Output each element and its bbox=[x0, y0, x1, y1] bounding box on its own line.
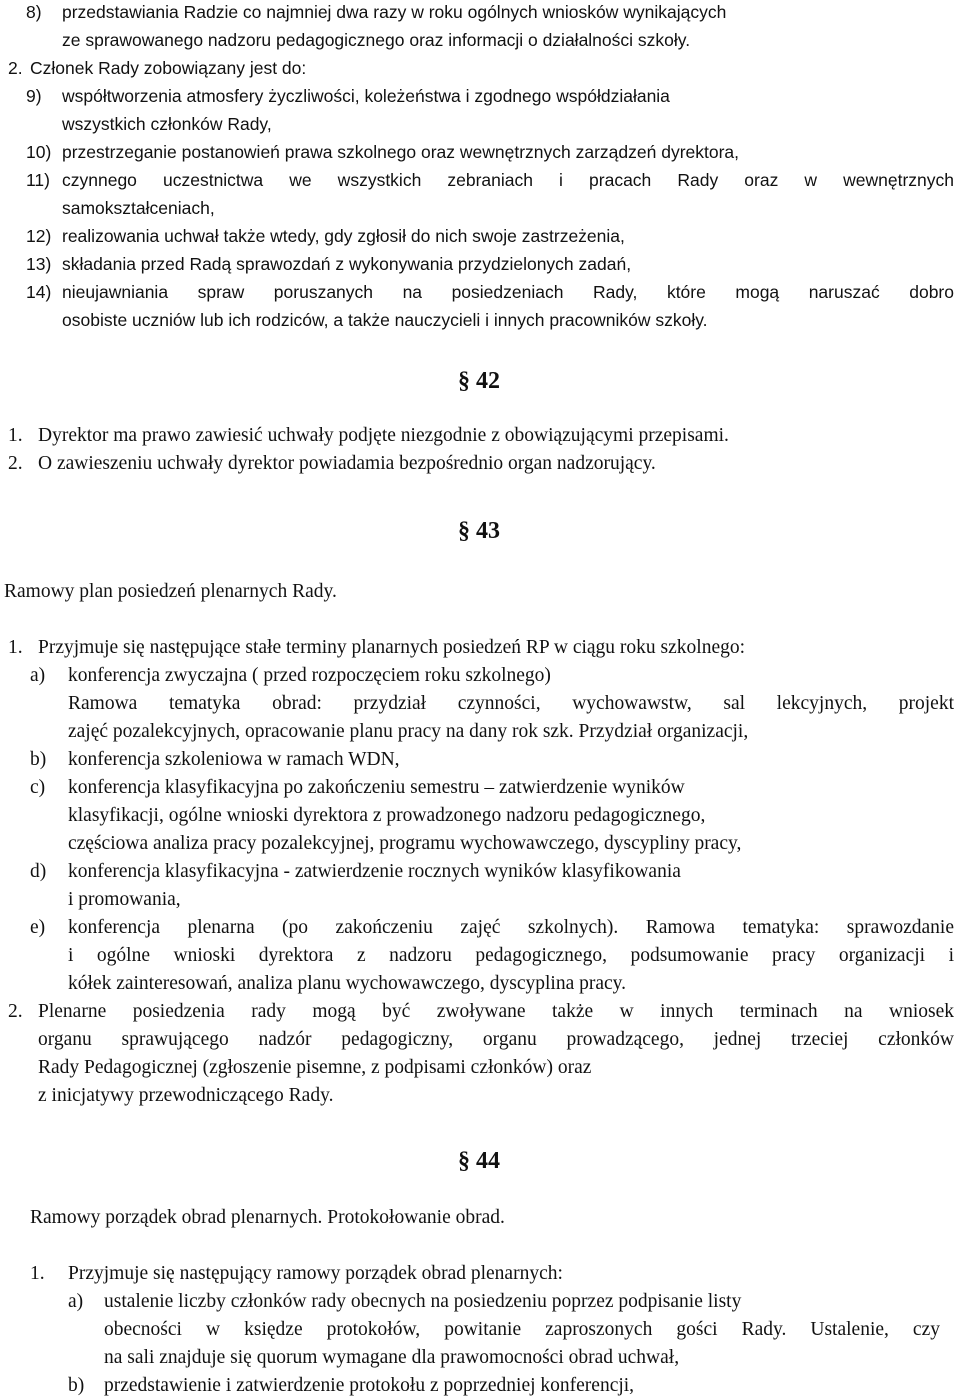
list-item-text: Ramowa tematyka obrad: przydział czynności, wychowawstw, sal lekcyjnych, projekt bbox=[68, 693, 954, 714]
paragraph-number: 2. bbox=[8, 58, 23, 78]
section-heading: § 43 bbox=[458, 518, 500, 544]
list-letter: a) bbox=[30, 665, 46, 686]
section-heading: § 44 bbox=[458, 1148, 500, 1174]
list-letter: b) bbox=[68, 1375, 85, 1396]
paragraph-text: Przyjmuje się następujące stałe terminy planarnych posiedzeń RP w ciągu roku szkolnego: bbox=[38, 637, 746, 658]
list-item-text: obecności w księdze protokołów, powitanie zaproszonych gości Rady. Ustalenie, czy bbox=[104, 1319, 940, 1340]
list-letter: e) bbox=[30, 917, 46, 938]
list-number: 9) bbox=[26, 86, 42, 106]
paragraph-text: Dyrektor ma prawo zawiesić uchwały podjęte niezgodnie z obowiązującymi przepisami. bbox=[38, 425, 729, 446]
section-heading: § 42 bbox=[458, 368, 500, 394]
list-item-text: ze sprawowanego nadzoru pedagogicznego oraz informacji o działalności szkoły. bbox=[62, 30, 691, 50]
list-item-text: samokształceniach, bbox=[62, 198, 215, 218]
paragraph-text: Plenarne posiedzenia rady mogą być zwoływane także w innych terminach na wniosek bbox=[38, 1001, 954, 1022]
list-item-text: nieujawniania spraw poruszanych na posiedzeniach Rady, które mogą naruszać dobro bbox=[62, 282, 954, 302]
list-item-text: konferencja klasyfikacyjna po zakończeniu semestru – zatwierdzenie wyników bbox=[68, 777, 685, 798]
list-item-text: częściowa analiza pracy pozalekcyjnej, programu wychowawczego, dyscypliny pracy, bbox=[68, 833, 742, 854]
list-item-text: kółek zainteresowań, analiza planu wychowawczego, dyscyplina pracy. bbox=[68, 973, 627, 994]
list-item-text: czynnego uczestnictwa we wszystkich zebraniach i pracach Rady oraz w wewnętrznych bbox=[62, 170, 954, 190]
list-item-text: ustalenie liczby członków rady obecnych na posiedzeniu poprzez podpisanie listy bbox=[104, 1291, 742, 1312]
list-item-text: konferencja szkoleniowa w ramach WDN, bbox=[68, 749, 400, 770]
paragraph-number: 1. bbox=[30, 1263, 45, 1284]
list-item-text: współtworzenia atmosfery życzliwości, koleżeństwa i zgodnego współdziałania bbox=[62, 86, 670, 106]
list-item-text: osobiste uczniów lub ich rodziców, a także nauczycieli i innych pracowników szkoły. bbox=[62, 310, 708, 330]
list-number: 14) bbox=[26, 282, 52, 302]
paragraph-number: 1. bbox=[8, 637, 23, 658]
list-number: 13) bbox=[26, 254, 52, 274]
section-title: Ramowy porządek obrad plenarnych. Protokołowanie obrad. bbox=[30, 1207, 505, 1228]
list-item-text: i promowania, bbox=[68, 889, 181, 910]
list-item-text: przestrzeganie postanowień prawa szkolnego oraz wewnętrznych zarządzeń dyrektora, bbox=[62, 142, 740, 162]
paragraph-number: 2. bbox=[8, 453, 23, 474]
list-item-text: i ogólne wnioski dyrektora z nadzoru pedagogicznego, podsumowanie pracy organizacji i bbox=[68, 945, 954, 966]
list-item-text: wszystkich członków Rady, bbox=[62, 114, 272, 134]
list-item-text: przedstawiania Radzie co najmniej dwa razy w roku ogólnych wniosków wynikających bbox=[62, 2, 727, 22]
list-item-text: zajęć pozalekcyjnych, opracowanie planu pracy na dany rok szk. Przydział organizacji, bbox=[68, 721, 749, 742]
paragraph-text: O zawieszeniu uchwały dyrektor powiadamia bezpośrednio organ nadzorujący. bbox=[38, 453, 656, 474]
list-item-text: konferencja klasyfikacyjna - zatwierdzenie rocznych wyników klasyfikowania bbox=[68, 861, 681, 882]
list-item-text: klasyfikacji, ogólne wnioski dyrektora z prowadzonego nadzoru pedagogicznego, bbox=[68, 805, 706, 826]
list-item-text: składania przed Radą sprawozdań z wykonywania przydzielonych zadań, bbox=[62, 254, 632, 274]
paragraph-number: 2. bbox=[8, 1001, 23, 1022]
list-item-text: konferencja plenarna (po zakończeniu zajęć szkolnych). Ramowa tematyka: sprawozdanie bbox=[68, 917, 954, 938]
list-item-text: realizowania uchwał także wtedy, gdy zgłosił do nich swoje zastrzeżenia, bbox=[62, 226, 625, 246]
paragraph-text: organu sprawującego nadzór pedagogiczny, organu prowadzącego, jednej trzeciej członków bbox=[38, 1029, 954, 1050]
list-number: 11) bbox=[26, 170, 50, 190]
paragraph-text: Przyjmuje się następujący ramowy porządek obrad plenarnych: bbox=[68, 1263, 563, 1284]
list-item-text: konferencja zwyczajna ( przed rozpoczęciem roku szkolnego) bbox=[68, 665, 551, 686]
list-letter: b) bbox=[30, 749, 47, 770]
list-item-text: przedstawienie i zatwierdzenie protokołu z poprzedniej konferencji, bbox=[104, 1375, 635, 1396]
section-title: Ramowy plan posiedzeń plenarnych Rady. bbox=[4, 581, 337, 602]
list-number: 10) bbox=[26, 142, 52, 162]
list-letter: c) bbox=[30, 777, 46, 798]
list-item-text: na sali znajduje się quorum wymagane dla prawomocności obrad uchwał, bbox=[104, 1347, 680, 1368]
paragraph-number: 1. bbox=[8, 425, 23, 446]
list-number: 12) bbox=[26, 226, 52, 246]
paragraph-text: z inicjatywy przewodniczącego Rady. bbox=[38, 1085, 334, 1106]
paragraph-text: Członek Rady zobowiązany jest do: bbox=[30, 58, 307, 78]
paragraph-text: Rady Pedagogicznej (zgłoszenie pisemne, z podpisami członków) oraz bbox=[38, 1057, 592, 1078]
list-letter: d) bbox=[30, 861, 47, 882]
list-number: 8) bbox=[26, 2, 42, 22]
list-letter: a) bbox=[68, 1291, 84, 1312]
